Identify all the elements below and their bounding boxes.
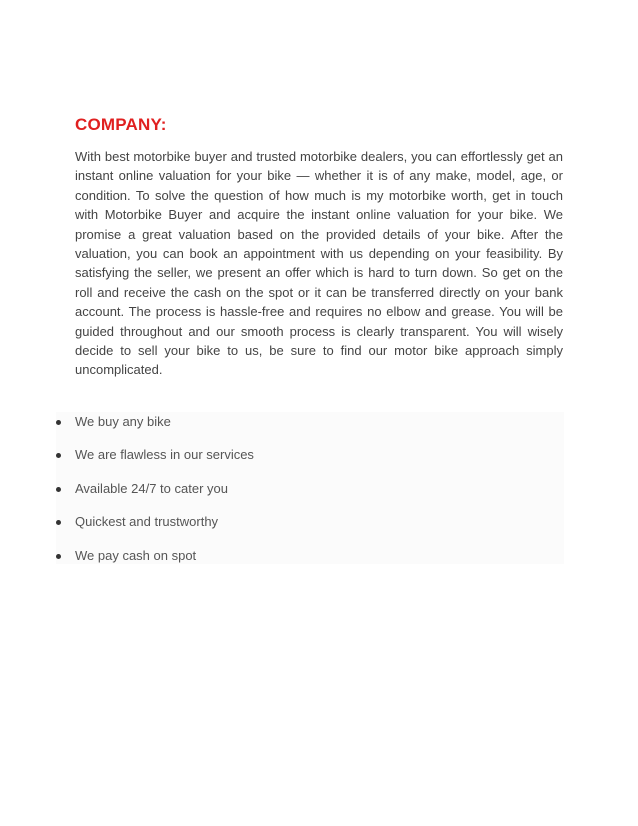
bullet-icon — [56, 520, 61, 525]
list-item — [56, 479, 564, 512]
bullet-icon — [56, 420, 61, 425]
body-paragraph: With best motorbike buyer and trusted motorbike dealers, you can effortlessly get an instant online valuation for your bike — whether it is of any make, model, age, or condition. To solve the question of how much is my motorbike worth, get in touch with Motorbike Buyer and acquire the instant online valuation for your bike. We promise a great valuation based on the provided details of your bike. After the valuation, you can book an appointment with us depending on your feasibility. By satisfying the seller, we present an offer which is hard to turn down. So get on the roll and receive the cash on the spot or it can be transferred directly on your bank account. The process is hassle-free and requires no elbow and grease. You will be guided throughout and our smooth process is clearly transparent. You will wisely decide to sell your bike to us, be sure to find our motor bike approach simply uncomplicated. — [75, 149, 563, 378]
section-heading: COMPANY: — [75, 115, 167, 134]
list-item-text: Quickest and trustworthy — [75, 514, 219, 530]
list-item — [56, 512, 564, 545]
list-item — [56, 412, 564, 445]
feature-list — [56, 412, 564, 564]
bullet-icon — [56, 453, 61, 458]
list-item-text: We are flawless in our services — [75, 447, 254, 463]
bullet-icon — [56, 487, 61, 492]
list-item-text: We pay cash on spot — [75, 547, 197, 563]
list-item-text: Available 24/7 to cater you — [75, 480, 228, 496]
list-item — [56, 445, 564, 478]
list-item — [56, 546, 564, 579]
list-item-text: We buy any bike — [75, 414, 171, 429]
bullet-icon — [56, 554, 61, 559]
